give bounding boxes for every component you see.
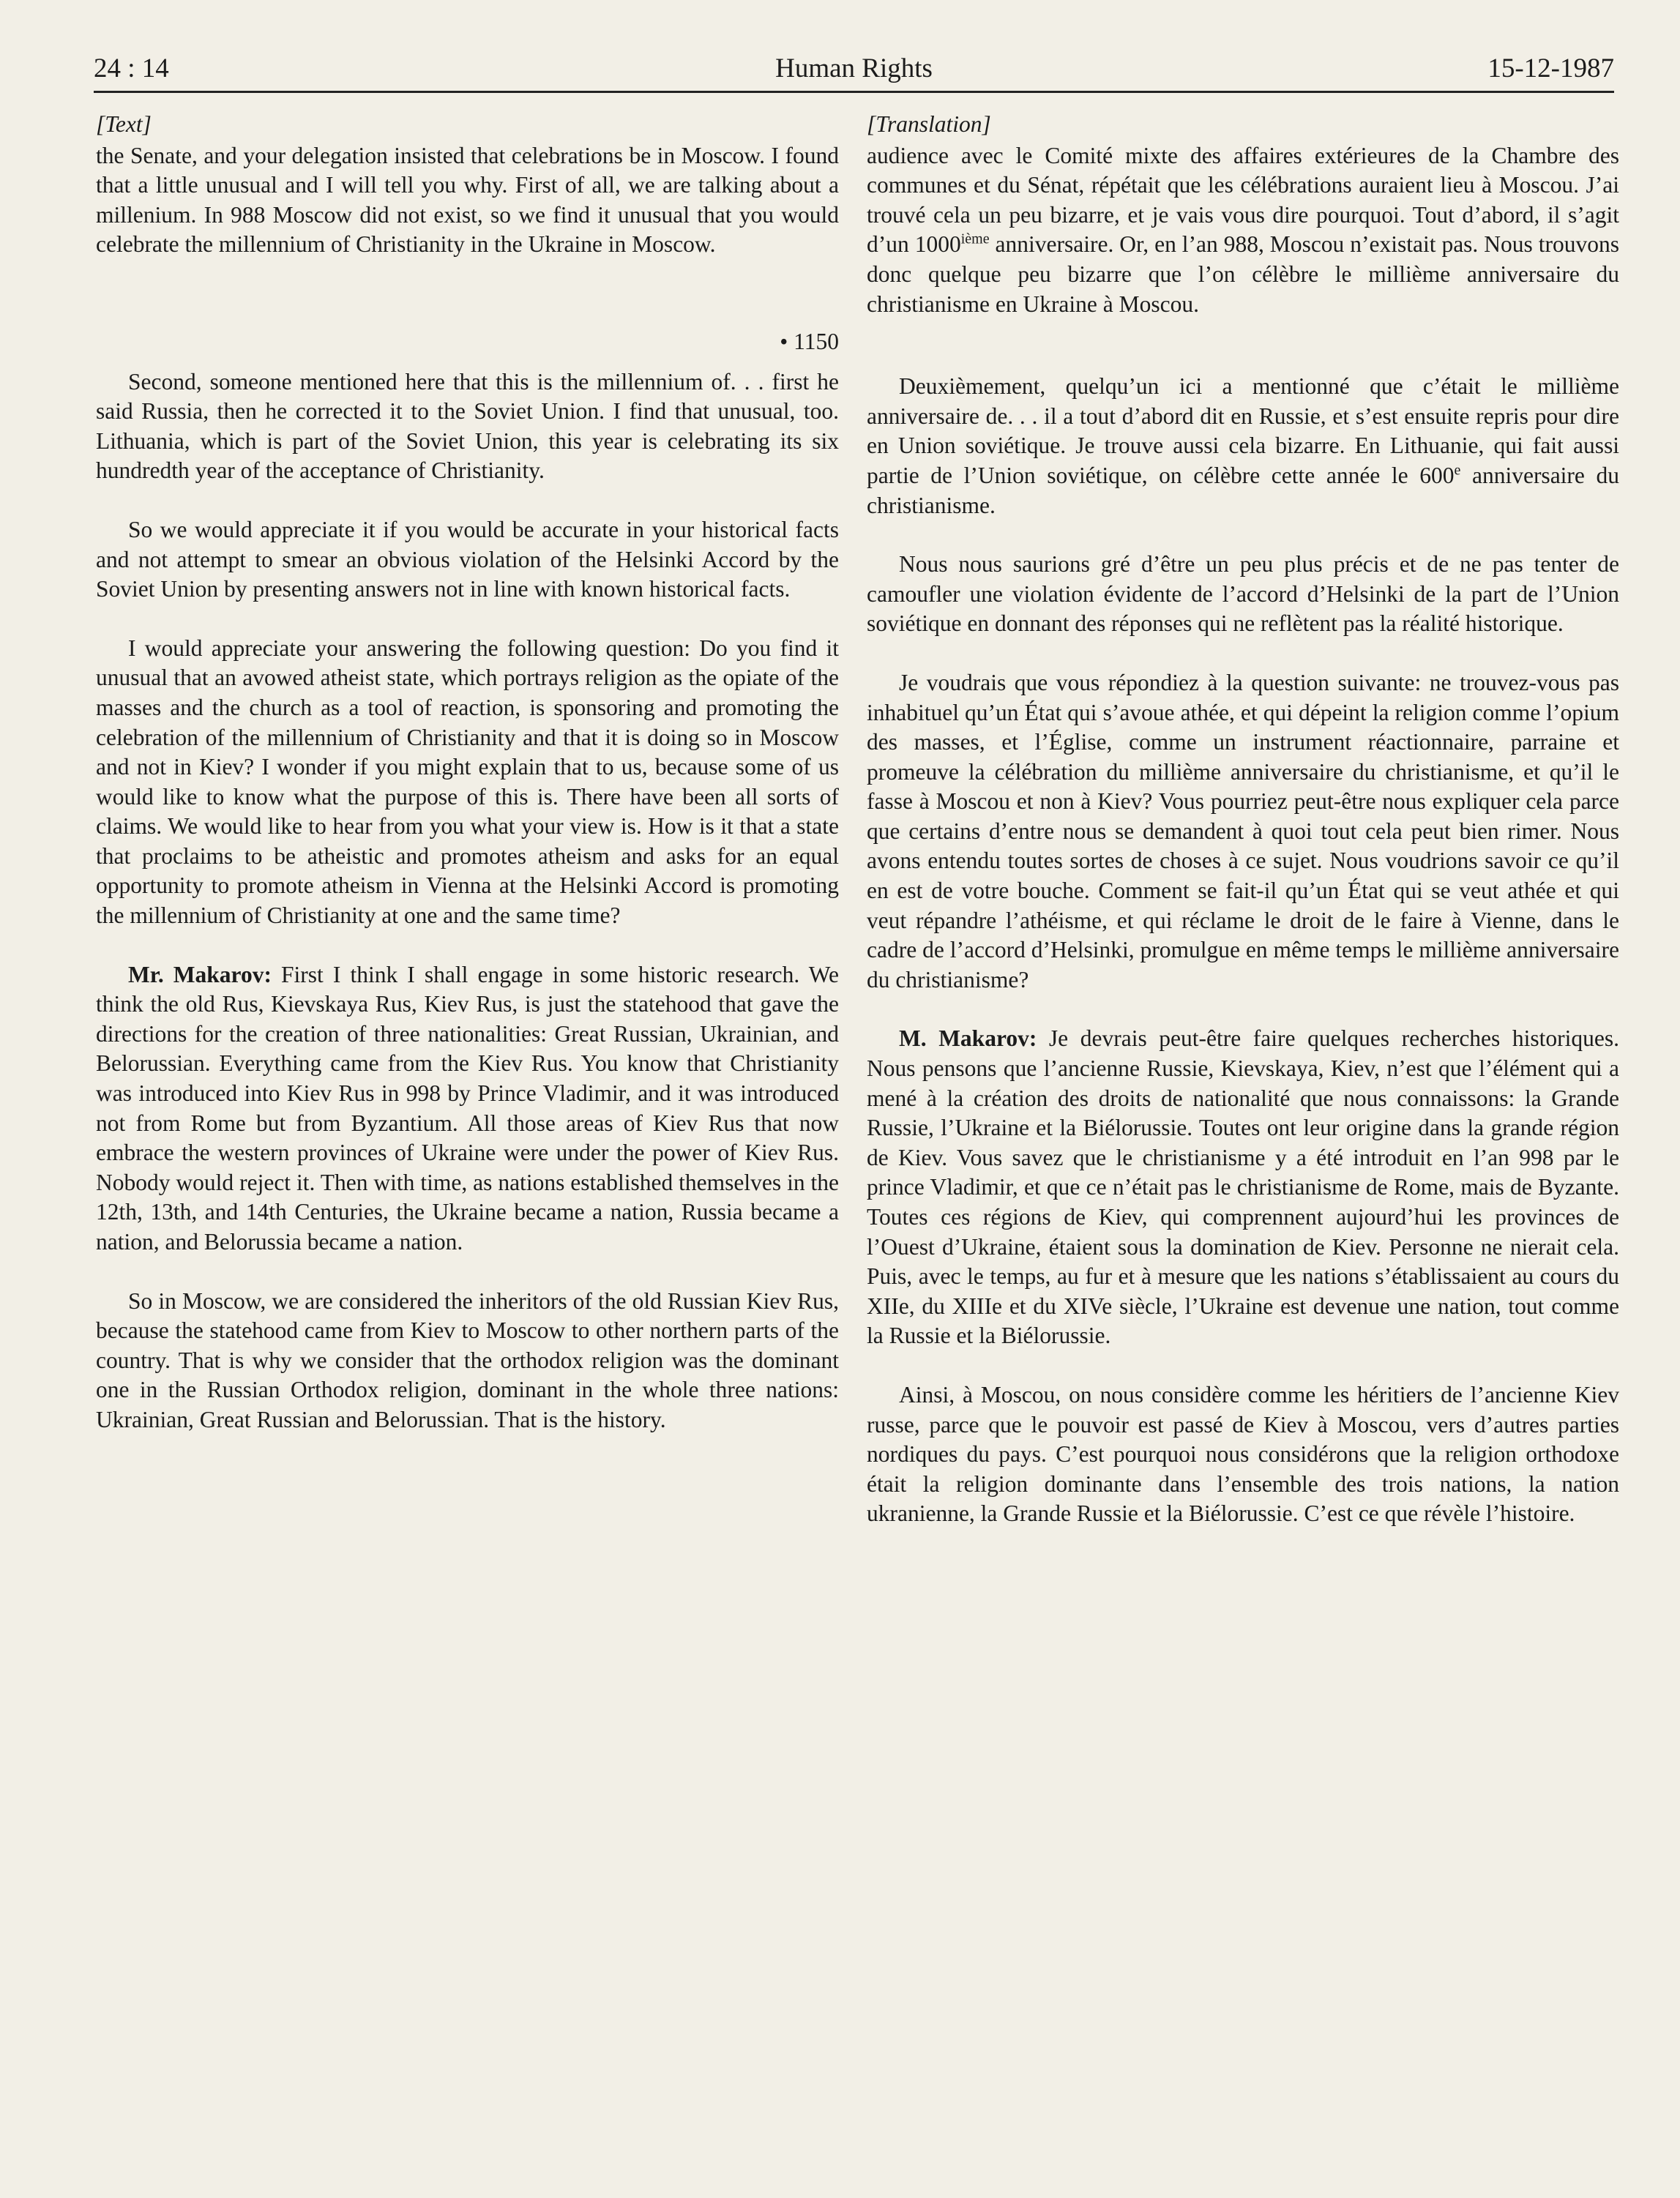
speech-text: Je devrais peut-être faire quelques recherches historiques. Nous pensons que l’ancienne Russie, Kievskaya, Kiev, n’est que l’élément qui a mené à la création des droits de nationalité que nous connaissons: la Grande Russie, l’Ukraine et la Biélorussie. Toutes ont leur origine dans la grande région de Kiev. Vous savez que le christianisme y a été introduit en l’an 998 par le prince Vladimir, et que ce n’était pas le christianisme de Rome, mais de Byzante. Toutes ces régions de Kiev, qui comprennent aujourd’hui les provinces de l’Ouest d’Ukraine, étaient sous la domination de Kiev. Personne ne nierait cela. Puis, avec le temps, au fur et à mesure que les nations s’établissaient au cours du XIIe, du XIIIe et du XIVe siècle, l’Ukraine est devenue une nation, tout comme la Russie et la Biélorussie. [867,1025,1619,1349]
page-number: 24 : 14 [94,53,169,83]
text-tag: [Text] [96,111,152,137]
paragraph [867,372,1619,520]
speaker-name: Mr. Makarov: [128,961,272,987]
header-rule [94,91,1614,93]
paragraph: Second, someone mentioned here that this is the millennium of. . . first he said Russia, then he corrected it to the Soviet Union. I find that unusual, too. Lithuania, which is part of the Soviet Union, this year is celebrating its six hundredth year of the acceptance of Christianity. [96,368,839,484]
paragraph [96,960,839,1257]
english-column [96,110,839,1465]
speaker-name: M. Makarov: [899,1025,1037,1052]
superscript: e [1454,462,1461,479]
publication-title: Human Rights [775,53,933,83]
paragraph: So we would appreciate it if you would be accurate in your historical facts and not attempt to smear an obvious violation of the Helsinki Accord by the Soviet Union by presenting answers not in line with known historical facts. [96,516,839,602]
paragraph: Nous nous saurions gré d’être un peu plus précis et de ne pas tenter de camoufler une violation évidente de l’accord d’Helsinki de la part de l’Union soviétique en donnant des réponses qui ne reflètent pas la réalité historique. [867,551,1619,637]
paragraph [867,1024,1619,1351]
paragraph-text: anniversaire du christianisme. [867,462,1619,518]
time-marker: • 1150 [780,328,839,354]
paragraph-text: anniversaire. Or, en l’an 988, Moscou n’existait pas. Nous trouvons donc quelque peu bizarre que l’on célèbre le millième anniversaire du christianisme en Ukraine à Moscou. [867,231,1619,317]
paragraph-text: audience avec le Comité mixte des affaires extérieures de la Chambre des communes et du Sénat, répétait que les célébrations auraient lieu à Moscou. J’ai trouvé cela un peu bizarre, et je vais vous dire pourquoi. Tout d’abord, il s’agit d’un 1000 [867,142,1619,258]
translation-tag: [Translation] [867,111,991,137]
french-column [867,110,1619,1558]
page-header [94,48,1614,89]
paragraph: I would appreciate your answering the following question: Do you find it unusual that an avowed atheist state, which portrays religion as the opiate of the masses and the church as a tool of reaction, is sponsoring and promoting the celebration of the millennium of Christianity and that it is doing so in Moscow and not in Kiev? I wonder if you might explain that to us, because some of us would like to know what the purpose of this is. There have been all sorts of claims. We would like to hear from you what your view is. How is it that a state that proclaims to be atheistic and promotes atheism and asks for an equal opportunity to promote atheism in Vienna at the Helsinki Accord is promoting the millennium of Christianity at one and the same time? [96,635,839,929]
paragraph [867,141,1619,320]
paragraph-text: Deuxièmement, quelqu’un ici a mentionné que c’était le millième anniversaire de. . . il a tout d’abord dit en Russie, et s’est ensuite repris pour dire en Union soviétique. Je trouve aussi cela bizarre. En Lithuanie, qui fait aussi partie de l’Union soviétique, on célèbre cette année le 600 [867,373,1619,488]
paragraph: the Senate, and your delegation insisted that celebrations be in Moscow. I found that a little unusual and I will tell you why. First of all, we are talking about a millenium. In 988 Moscow did not exist, so we find it unusual that you would celebrate the millennium of Christianity in the Ukraine in Moscow. [96,142,839,258]
paragraph: So in Moscow, we are considered the inheritors of the old Russian Kiev Rus, because the statehood came from Kiev to Moscow to other northern parts of the country. That is why we consider that the orthodox religion was the dominant one in the Russian Orthodox religion, dominant in the whole three nations: Ukrainian, Great Russian and Belorussian. That is the history. [96,1287,839,1432]
superscript: ième [960,231,990,247]
paragraph: Ainsi, à Moscou, on nous considère comme les héritiers de l’ancienne Kiev russe, parce que le pouvoir est passé de Kiev à Moscou, vers d’autres parties nordiques du pays. C’est pourquoi nous considérons que la religion orthodoxe était la religion dominante dans l’ensemble des trois nations, la nation ukranienne, la Grande Russie et la Biélorussie. C’est ce que révèle l’histoire. [867,1381,1619,1527]
page-date: 15-12-1987 [1487,53,1614,83]
paragraph: Je voudrais que vous répondiez à la question suivante: ne trouvez-vous pas inhabituel qu’un État qui s’avoue athée, et qui dépeint la religion comme l’opium des masses, et l’Église, comme un instrument réactionnaire, parraine et promeuve la célébration du millième anniversaire du christianisme, et qu’il le fasse à Moscou et non à Kiev? Vous pourriez peut-être nous expliquer cela parce que certains d’entre nous se demandent à quoi tout cela peut bien rimer. Nous avons entendu toutes sortes de choses à ce sujet. Nous voudrions savoir ce qu’il en est de votre bouche. Comment se fait-il qu’un État qui se veut athée et qui veut répandre l’athéisme, et qui réclame le droit de le faire à Vienne, dans le cadre de l’accord d’Helsinki, promulgue en même temps le millième anniversaire du christianisme? [867,669,1619,993]
speech-text: First I think I shall engage in some historic research. We think the old Rus, Kievskaya Rus, Kiev Rus, is just the statehood that gave the directions for the creation of three nationalities: Great Russian, Ukrainian, and Belorussian. Everything came from the Kiev Rus. You know that Christianity was introduced into Kiev Rus in 998 by Prince Vladimir, and it was introduced not from Rome but from Byzantium. All those areas of Kiev Rus that now embrace the western provinces of Ukraine were under the power of Kiev Rus. Nobody would reject it. Then with time, as nations established themselves in the 12th, 13th, and 14th Centuries, the Ukraine became a nation, Russia became a nation, and Belorussia became a nation. [96,961,839,1255]
